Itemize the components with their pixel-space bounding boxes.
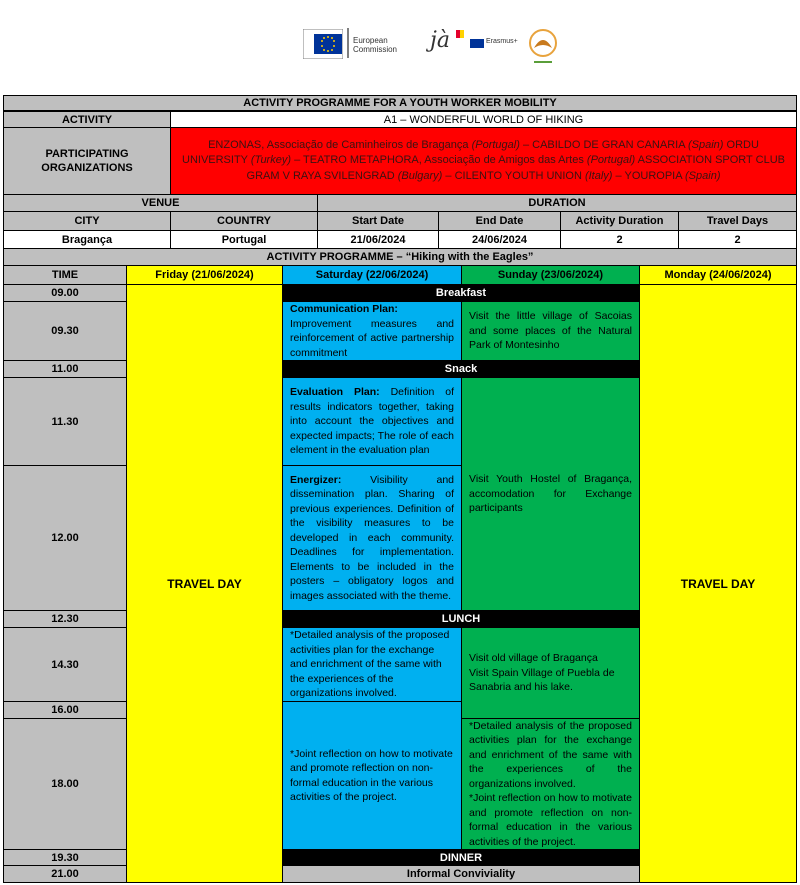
- city-label: CITY: [3, 211, 171, 231]
- sunday-braganca-line2: Visit Spain Village of Puebla de Sanabria and his lake.: [469, 666, 615, 694]
- ec-line1: European: [353, 36, 388, 45]
- organization-name: ORDU UNIVERSITY: [182, 138, 759, 167]
- saturday-joint-reflection: [282, 701, 462, 850]
- eu-flag-icon: [303, 29, 343, 59]
- sunday-visit-hostel: [461, 377, 640, 611]
- organization-country: (Bulgary): [397, 169, 443, 182]
- activity-programme-title: ACTIVITY PROGRAMME – “Hiking with the Eagles”: [3, 248, 797, 266]
- day-header-friday: Friday (21/06/2024): [126, 265, 283, 285]
- participating-label-text: PARTICIPATING ORGANIZATIONS: [41, 148, 133, 174]
- organization-name: TEATRO METAPHORA, Associação de Amigos das Artes: [303, 154, 587, 167]
- time-1800: 18.00: [3, 718, 127, 850]
- ec-line2: Commission: [353, 45, 398, 54]
- monday-travel-day: TRAVEL DAY: [639, 284, 797, 883]
- saturday-analysis-text: *Detailed analysis of the proposed activities plan for the exchange and enrichment of the same with the experiences of the organizations involved.: [290, 629, 450, 700]
- day-header-saturday: Saturday (22/06/2024): [282, 265, 462, 285]
- energizer-title: Energizer:: [290, 473, 342, 486]
- snack-bar: Snack: [282, 360, 640, 378]
- saturday-evaluation-plan: [282, 377, 462, 466]
- travel-days-label: Travel Days: [678, 211, 797, 231]
- city-value: Bragança: [3, 230, 171, 249]
- communication-plan-title: Communication Plan:: [290, 303, 398, 315]
- eagle-logo-icon: [526, 28, 560, 66]
- activity-label: ACTIVITY: [3, 111, 171, 128]
- time-2100: 21.00: [3, 865, 127, 883]
- saturday-energizer: [282, 465, 462, 611]
- activity-duration-value: 2: [560, 230, 679, 249]
- travel-days-value: 2: [678, 230, 797, 249]
- sunday-visit-braganca: [461, 627, 640, 719]
- sunday-braganca-line1: Visit old village of Bragança: [469, 652, 598, 665]
- organization-country: (Spain): [688, 138, 724, 151]
- energizer-body: Visibility and dissemination plan. Sharing of previous experiences. Definition of the visibility measures to be developed in each community. Deadlines for implementation. Elements to be included in the posters – obligatory logos and images associated with the theme.: [290, 473, 455, 602]
- sunday-reflection-text: *Joint reflection on how to motivate and promote reflection on non-formal education in the various activities of the project.: [469, 792, 632, 848]
- country-value: Portugal: [170, 230, 318, 249]
- organization-name: YOUROPIA: [624, 169, 686, 182]
- time-header: TIME: [3, 265, 127, 285]
- start-date-value: 21/06/2024: [317, 230, 439, 249]
- time-1200: 12.00: [3, 465, 127, 611]
- time-1130: 11.30: [3, 377, 127, 466]
- dinner-bar: DINNER: [282, 849, 640, 866]
- evaluation-plan-body: Definition of results indicators together, taking into account the objectives and expected impacts; The role of each element in the evaluation plan: [290, 386, 455, 457]
- venue-label: VENUE: [3, 194, 318, 212]
- time-0900: 09.00: [3, 284, 127, 302]
- activity-duration-label: Activity Duration: [560, 211, 679, 231]
- end-date-value: 24/06/2024: [438, 230, 561, 249]
- organization-country: (Portugal): [471, 138, 520, 151]
- erasmus-logo: [470, 38, 522, 50]
- day-header-monday: Monday (24/06/2024): [639, 265, 797, 285]
- european-commission-logo: [303, 28, 413, 60]
- evaluation-plan-title: Evaluation Plan:: [290, 386, 380, 399]
- activity-value: A1 – WONDERFUL WORLD OF HIKING: [170, 111, 797, 128]
- saturday-communication-plan: [282, 301, 462, 361]
- ja-logo: [430, 28, 466, 58]
- time-1100: 11.00: [3, 360, 127, 378]
- organization-country: (Italy): [584, 169, 613, 182]
- communication-plan-body: Improvement measures and reinforcement of active partnership commitment: [290, 317, 454, 359]
- participating-label: [3, 127, 171, 195]
- saturday-reflection-text: *Joint reflection on how to motivate and promote reflection on non-formal education in the various activities of the project.: [290, 747, 453, 803]
- organization-name: CABILDO DE GRAN CANARIA: [532, 138, 688, 151]
- informal-conviviality-bar: Informal Conviviality: [282, 865, 640, 883]
- time-1430: 14.30: [3, 627, 127, 702]
- lunch-bar: LUNCH: [282, 610, 640, 628]
- organizations-list: ENZONAS, Associação de Caminheiros de Bragança (Portugal) – CABILDO DE GRAN CANARIA (Spain) ORDU UNIVERSITY (Turkey) – TEATRO METAPHORA, Associação de Amigos das Artes (Portugal) ASSOCIATION SPORT CLUB GRAM V RAYA SVILENGRAD (Bulgary) – CILENTO YOUTH UNION (Italy) – YOUROPIA (Spain): [170, 127, 797, 195]
- time-0930: 09.30: [3, 301, 127, 361]
- friday-travel-day: TRAVEL DAY: [126, 284, 283, 883]
- sunday-hostel-text: Visit Youth Hostel of Bragança, accomodation for Exchange participants: [469, 473, 632, 515]
- duration-label: DURATION: [317, 194, 797, 212]
- organization-name: ASSOCIATION SPORT CLUB GRAM V RAYA SVILENGRAD: [246, 154, 785, 182]
- country-label: COUNTRY: [170, 211, 318, 231]
- ja-text: jà: [430, 28, 450, 53]
- end-date-label: End Date: [438, 211, 561, 231]
- time-1230: 12.30: [3, 610, 127, 628]
- time-1600: 16.00: [3, 701, 127, 719]
- sunday-sacoias-text: Visit the little village of Sacoias and some places of the Natural Park of Montesinho: [469, 310, 632, 352]
- erasmus-text: Erasmus+: [486, 38, 518, 45]
- breakfast-bar: Breakfast: [282, 284, 640, 302]
- organization-country: (Turkey): [250, 154, 292, 167]
- sunday-visit-sacoias: [461, 301, 640, 361]
- time-1930: 19.30: [3, 849, 127, 866]
- organization-country: (Spain): [685, 169, 721, 182]
- sunday-analysis-text: *Detailed analysis of the proposed activities plan for the exchange and enrichment of the same with the experiences of the organizations involved.: [469, 719, 632, 790]
- sunday-analysis-reflection: [461, 718, 640, 850]
- organization-name: ENZONAS, Associação de Caminheiros de Bragança: [208, 138, 472, 151]
- programme-title: ACTIVITY PROGRAMME FOR A YOUTH WORKER MOBILITY: [3, 95, 797, 111]
- saturday-detailed-analysis: [282, 627, 462, 702]
- organization-name: CILENTO YOUTH UNION: [454, 169, 585, 182]
- organization-country: (Portugal): [586, 154, 636, 167]
- start-date-label: Start Date: [317, 211, 439, 231]
- day-header-sunday: Sunday (23/06/2024): [461, 265, 640, 285]
